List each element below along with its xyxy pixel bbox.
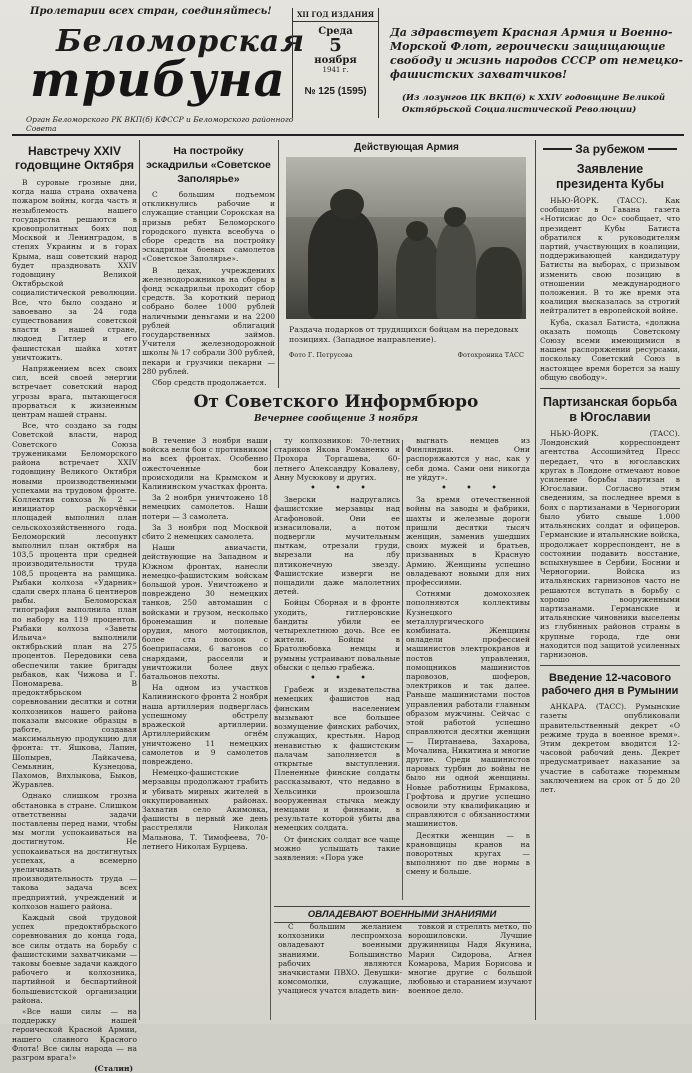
abroad-title: За рубежом xyxy=(575,142,645,156)
sovinformburo-report xyxy=(142,392,530,877)
column-rule xyxy=(278,140,279,388)
yugoslavia-title: Партизанская борьба в Югославии xyxy=(542,395,678,425)
article-title: Навстречу XXIV годовщине Октября xyxy=(15,144,134,172)
paragraph: Каждый свой трудовой успех предоктябрьского соревнования до конца года, все силы отдать на борьбу с фашистскими захватчиками — таковы боевые задачи каждого рабочего и колхозника, партийной и беспартийной большевистской организации района. xyxy=(12,913,137,1005)
paragraph: Куба, сказал Батиста, «должна оказать помощь Советскому Союзу всеми имеющимися в нашем распоряжении ресурсами, поскольку Советский Союз в настоящее время борется за нашу общую свободу». xyxy=(540,317,680,382)
romania-body xyxy=(540,702,680,794)
paragraph: В течение 3 ноября наши войска вели бои с противником на всех фронтах. Особенно ожесточенные бои происходили на Крымском и Калининском участках фронта. xyxy=(142,436,269,492)
article-body xyxy=(12,178,137,1062)
military-training-col-2: товкой и стрелять метко, по ворошиловски. Лучшие дружинницы Надя Якунина, Мария Сидорова, Агнея Комарова, Мария Борисова и многие другие с большой любовью и старанием изучают военное дело. xyxy=(408,922,532,996)
issue-number: № 125 (1595) xyxy=(304,86,367,97)
separator-dots: • • • xyxy=(309,483,375,495)
article-body xyxy=(142,190,275,387)
issue-box xyxy=(292,8,379,118)
cuba-body xyxy=(540,196,680,382)
paragraph: От финских солдат все чаще можно услышать такие заявления: «Пора уже xyxy=(274,834,400,862)
paragraph: В цехах, учреждениях железнодорожников на сборы в фонд эскадрильи проходит сбор средств. За короткий период собрано более 1000 рублей наличными деньгами и на 2200 рублей облигаций государственных займов. Учителя железнодорожной школы № 17 собрали 300 рублей, пекари и грузчики пекарни — 280 рублей. xyxy=(142,265,275,376)
column-rule xyxy=(402,440,403,900)
photo-credit-author: Фото Г. Петрусова xyxy=(289,351,353,359)
photo-credit-agency: Фотохроника ТАСС xyxy=(457,351,524,359)
report-title: От Советского Информбюро xyxy=(193,392,479,412)
soldier-figure xyxy=(436,223,476,319)
paragraph: Десятки женщин — в крановщицы кранов на поворотных кругах — выполняют по две нормы в смену и больше. xyxy=(406,830,530,877)
paragraph: Сотнями домохозяек пополняются коллективы Кузнецкого металлургического комбината. Женщины овладели профессией машинистов электрокранов и постов управления, помощников машинистов паровозов, шоферов, электриков и так далее. Раньше машинистами постов управления работали главным образом мужчины. Сейчас с этой работой успешно справляются десятки женщин — Пиртанаева, Захарова, Мочалина, Никитина и многие другие. Среди машинистов паровых турбин до войны не было ни одной женщины. Новые работницы Ермакова, Грофтова и другие успешно освоили эту квалификацию и справляются с обязанностями машинистов. xyxy=(406,589,530,829)
paragraph: В суровые грозные дни, когда наша страна охвачена пожаром войны, когда часть и незыблемость нашего государства решаются в кровопролитных боях под Москвой и Ленинградом, в степях Украины и в горах Крыма, наш советский народ будет праздновать XXIV годовщину Великой Октябрьской социалистической революции. Все, что было создано и завоевано за 24 года существования советской власти в нашей стране, людоед Гитлер и его фашистская шайка хотят уничтожить. xyxy=(12,178,137,362)
logo-title-line1: Беломорская xyxy=(56,24,306,59)
paragraph: За 3 ноября под Москвой сбито 2 немецких самолета. xyxy=(142,522,268,542)
paragraph: Грабеж и издевательства немецких фашистов над финским населением вызывают все большее возмущение финских рабочих, служащих, крестьян. Народ ненавистью к фашистским палачам заполняется в открытые выступления. Плененные финские солдаты рассказывают, что недавно в Хельсинки произошла вооруженная стычка между немцами и финнами, в результате которой убиты два немецких солдата. xyxy=(274,685,400,833)
paragraph: Наши авиачасти, действующие на Западном и Южном фронтах, нанесли немецко-фашистским войскам большой урон. Уничтожено и повреждено 30 немецких танков, 250 автомашин с войсками и грузом, несколько бронемашин и полевые орудия, много мотоциклов, более ста повозок с боеприпасами, 6 вагонов со снарядами, рассеяли и уничтожили более двух батальонов пехоты. xyxy=(142,543,268,682)
slogan-source: (Из лозунгов ЦК ВКП(б) к XXIV годовщине Великой Октябрьской Социалистической Революции) xyxy=(402,93,666,115)
photo-caption: Раздача подарков от трудящихся бойцам на передовых позициях. (Западное направление). xyxy=(289,325,519,344)
issue-year: 1941 г. xyxy=(322,66,349,74)
paragraph: НЬЮ-ЙОРК. (ТАСС). Лондонский корреспондент агентства Ассошиэйтед Пресс передает, что в югославских кругах в Лондоне отмечают новое усиление борьбы партизан в Югославии. Согласно этим сведениям, за последнее время в боях с партизанами в Черногории было убито свыше 1.000 итальянских солдат и офицеров. Германские и итальянские войска, продолжает корреспондент, не в состоянии подавить восстание, вспыхнувшее в Сербии, Боснии и Черногории. Войска из итальянских гарнизонов часто не решаются вступать в борьбу с хорошо вооруженными партизанами. Германские и итальянские чиновники выселены из глубинных районов страны в крупные города, где они находятся под защитой усиленных гарнизонов. xyxy=(540,429,680,659)
masthead xyxy=(12,4,684,140)
paragraph: выгнать немцев из Финляндии. Они распоряжаются у нас, как у себя дома. Сами они никогда не уйдут». xyxy=(406,436,530,482)
column-rule xyxy=(270,440,271,1020)
photo-title: Действующая Армия xyxy=(354,142,459,153)
organ-line: Орган Беломорского РК ВКП(б) КФССР и Беломорского районного Совета xyxy=(26,115,294,133)
paragraph: На одном из участков Калининского фронта 2 ноября наша артиллерия подверглась успешному обстрелу вражеской артиллерии. Артиллерийским огнём уничтожено 11 немецких самолетов и 9 самолетов повреждено. xyxy=(142,683,268,766)
report-column-2 xyxy=(274,436,400,901)
issue-weekday: Среда xyxy=(318,26,353,37)
article-title: На постройку эскадрильи «Советское Заполярье» xyxy=(146,145,271,185)
paragraph: Все, что создано за годы Советской власти, народ Советского Союза тружениками Беломорского района встречает XXIV годовщину Великого Октября новыми производственными успехами на трудовом фронте. Коллектив совхоза № 2 — инициатор раскорчёвки площадей выполнил план сельскохозяйственного года. Беломорский лесопункт выполнил план октября на 103,5 процента при средней производительности труда 108,5 процента на рамщика. Рыбаки колхоза «Ударник» сдали сверх плана 6 центнеров рыбы. Беломорская типография выполнила план по набору на 119 процентов. Рыбаки колхоза «Заветы Ильича» выполнили октябрьский план на 275 процентов. Передовики сева обеспечили такие бригады рыбаков, как Чижова и Г. Пономарева. В предоктябрьском соревновании десятки и сотни колхозников нашего района показали высокие образцы в работе, создавая максимальную продукцию для фронта: тт. Яшкова, Лапин, Шопырев, Лайкачева, Семьянин, Кузнецова, Пахомов, Вяхлыкова, Быков, Журавлев. xyxy=(12,421,137,790)
photo-credits xyxy=(289,351,524,359)
column-rule xyxy=(535,140,536,1020)
greeting-slogan: Да здравствует Красная Армия и Военно-Морской Флот, героически защищающие свободу и жизнь народов СССР от немецко-фашистских захватчиков! xyxy=(390,26,683,81)
article-october xyxy=(12,140,137,1073)
soldier-figure xyxy=(476,247,522,319)
article-squadron xyxy=(142,140,275,389)
paragraph: АНКАРА. (ТАСС). Румынские газеты опубликовали правительственный декрет «О режиме труда в военное время». Этим декретом вводится 12-часовой рабочий день. Декрет предусматривает наказание за участие в саботаже тюремным заключением на срок от 5 до 20 лет. xyxy=(540,702,680,794)
paragraph: НЬЮ-ЙОРК. (ТАСС). Как сообщают в Гавана газета «Нотисиас до Ос» сообщает, что президент Кубы Батиста обратился к руководителям партий, участвующих в коалиции, поддерживающей кандидатуру Батисты на выборах, с призывом изменить свою позицию в отношении международного положения. В то же время эта коалиция высказалась за строгий нейтралитет в европейской войне. xyxy=(540,196,680,316)
abroad-header xyxy=(540,142,680,156)
paragraph: «Все наши силы — на поддержку нашей героической Красной Армии, нашего славного Красного Флота! Все силы народа — на разгром врага!» xyxy=(12,1007,137,1063)
issue-year-label: XII ГОД ИЗДАНИЯ xyxy=(293,8,378,22)
paragraph: Бойцы Сборная и в фронте уходить, гитлеровские бандиты убили ее четырехлетнюю дочь. Все ее жители. Бойцы в Братолюбовка немцы и румыны устраивают повальные обыски с целью грабежа. xyxy=(274,598,400,672)
separator-dots: • • • xyxy=(440,483,506,495)
military-training-col-1: С большим желанием колхозники леспромхоза овладевают военными знаниями. Большинство рабочих являются значкистами ПВХО. Девушки-комсомолки, служащие, учащиеся учатся владеть вин- xyxy=(278,922,402,996)
report-subtitle: Вечернее сообщение 3 ноября xyxy=(254,414,418,424)
article-signature: (Сталин) xyxy=(94,1064,133,1073)
yugoslavia-body xyxy=(540,429,680,659)
soldier-figure xyxy=(396,235,440,319)
issue-day: 5 xyxy=(329,35,342,56)
logo-title-line2: трибуна xyxy=(30,52,286,108)
report-column-1 xyxy=(142,436,268,853)
photo-block xyxy=(283,140,530,388)
paragraph: Немецко-фашистские мерзавцы продолжают грабить и убивать мирных жителей в оккупированных районах. Захватив село Акимовка, фашисты в первый же день расстреляли Николая Мальнова, Т. Тимофеева, 70-летнего Николая Бурцева. xyxy=(142,768,268,851)
masthead-rule xyxy=(12,134,684,136)
soldier-head xyxy=(444,207,466,227)
romania-title: Введение 12-часового рабочего дня в Румынии xyxy=(541,672,679,698)
soldier-head xyxy=(406,221,428,241)
soldiers-photo xyxy=(286,157,526,319)
paragraph: За 2 ноября уничтожено 18 немецких самолетов. Наши потери — 3 самолета. xyxy=(142,493,268,521)
paragraph: Зверски надругались фашистские мерзавцы над Агафоновой. Они ее изнасиловали, а потом подвергли мучительным пыткам, отрезали груди, вырезали на лбу пятиконечную звезду. Фашистские изверги не пощадили даже малолетних детей. xyxy=(274,495,400,597)
column-rule xyxy=(139,140,140,1020)
paragraph: За время отечественной войны на заводы и фабрики, шахты и железные дороги пришли десятки тысяч женщин, заменив ушедших своих мужей и братьев, призванных в Красную Армию. Женщины успешно овладевают новыми для них профессиями. xyxy=(406,495,530,588)
cuba-title: Заявление президента Кубы xyxy=(556,162,664,191)
military-training-title: ОВЛАДЕВАЮТ ВОЕННЫМИ ЗНАНИЯМИ xyxy=(307,909,497,920)
soldier-helmet xyxy=(330,189,364,219)
paragraph: ту колхозников: 70-летних стариков Якова Романенко и Прохора Торгашева, 60-летнего Александру Ковалеву, Анну Мусюкову и других. xyxy=(274,436,400,482)
separator-dots: • • • xyxy=(309,673,375,685)
proletarian-slogan: Пролетарии всех стран, соединяйтесь! xyxy=(30,6,272,17)
soldier-figure xyxy=(308,209,378,319)
paragraph: С большим подъемом откликнулись рабочие и служащие станции Сорокская на призыв ребят Беломорского городского пункта всеобуча о сборе средств на постройку эскадрильи боевых самолетов «Советское Заполярье». xyxy=(142,190,275,264)
abroad-column xyxy=(540,140,680,796)
paragraph: Однако слишком грозна обстановка в стране. Слишком ответственны задачи поставлены перед нами, чтобы мы могли успокаиваться на достигнутом. Не успокаиваться на достигнутых успехах, а всемерно увеличивать производительность труда — такова задача всех предприятий, учреждений и колхозов нашего района. xyxy=(12,791,137,911)
paragraph: Напряжением всех своих сил, всей своей энергии встречает советский народ угрозы врага, пытающегося прорваться к жизненным центрам нашей страны. xyxy=(12,364,137,420)
paragraph: Сбор средств продолжается. xyxy=(152,378,267,388)
report-column-3 xyxy=(406,436,530,901)
issue-month: ноября xyxy=(314,55,357,66)
